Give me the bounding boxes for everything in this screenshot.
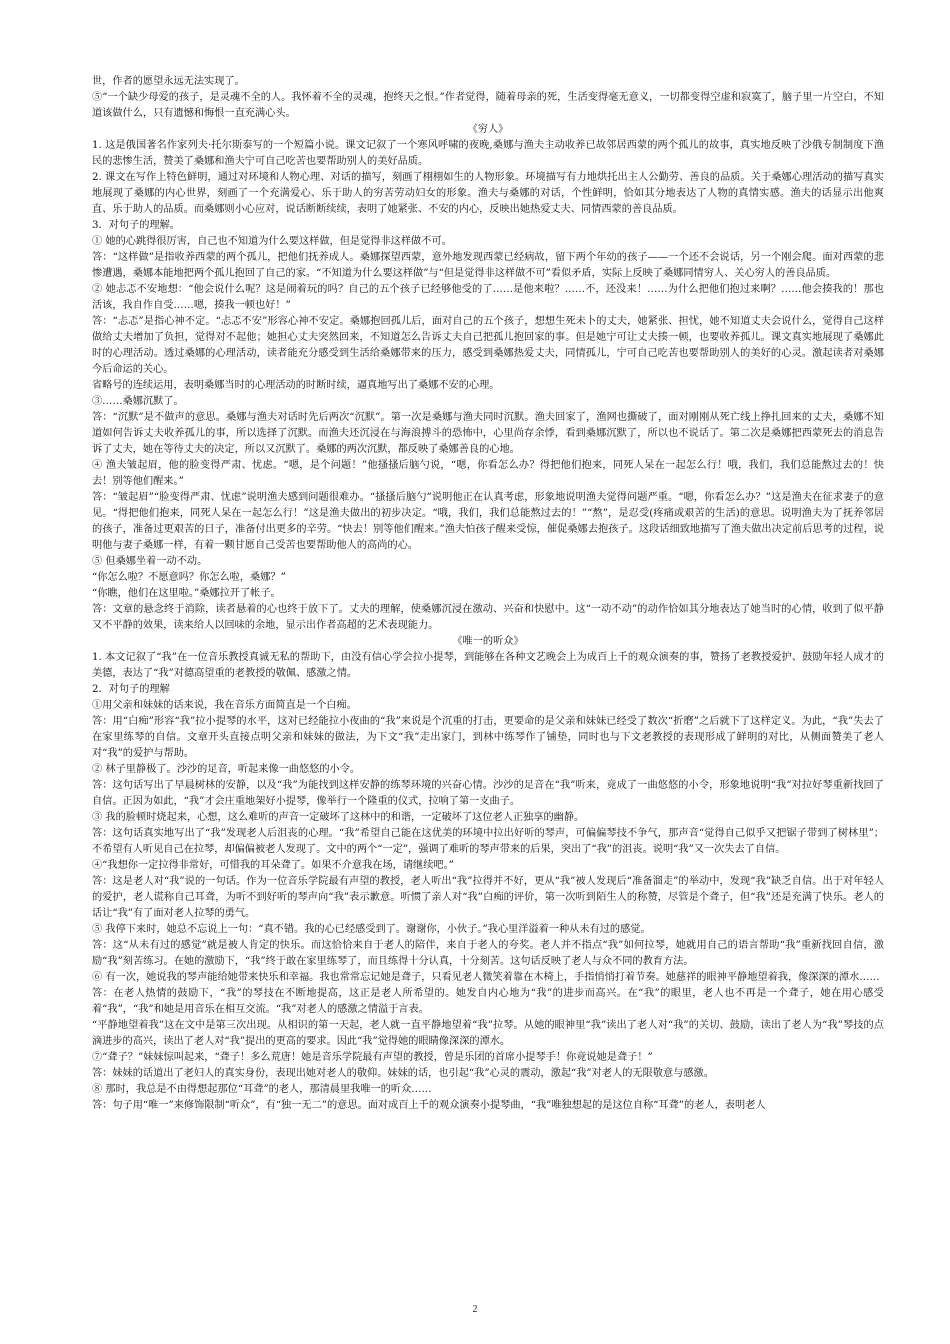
paragraph: ② 她忐忑不安地想：“他会说什么呢？这是闹着玩的吗？自己的五个孩子已经够他受的了……是他来啦？……不，还没来！……为什么把他们抱过来啊？……他会揍我的！那也活该，我自作自受……嗯，揍我一顿也好！” xyxy=(92,284,884,311)
paragraph: 2. 课文在写作上特色鲜明，通过对环境和人物心理、对话的描写，刻画了栩栩如生的人物形象。环境描写有力地烘托出主人公勤劳、善良的品质。关于桑娜心理活动的描写真实地展现了桑娜的内心世界，刻画了一个充满爱心、乐于助人的穷苦劳动妇女的形象。渔夫与桑娜的对话，个性鲜明，恰如其分地表达了人物的真情实感。渔夫的话显示出他爽直、乐于助人的品质。而桑娜则小心应对，说话断断续续，表明了她紧张、不安的内心，反映出她热爱丈夫、同情西蒙的善良品质。 xyxy=(92,172,884,215)
paragraph: 答：文章的悬念终于消除，读者悬着的心也终于放下了。丈夫的理解，使桑娜沉浸在激动、兴奋和快慰中。这“一动不动”的动作恰如其分地表达了她当时的心情，收到了似平静又不平静的效果，读来给人以回味的余地，显示出作者高超的艺术表现能力。 xyxy=(92,604,884,631)
paragraph: 答：这句话真实地写出了“我”发现老人后沮丧的心理。“我”希望自己能在这优美的环境中拉出好听的琴声，可偏偏琴技不争气，那声音“觉得自己似乎又把锯子带到了树林里”；不希望有人听见自己在拉琴，却偏偏被老人发现了。文中的两个“一定”，强调了难听的琴声带来的后果，突出了“我”的沮丧。说明“我”又一次失去了自信。 xyxy=(92,828,884,855)
paragraph: 答：句子用“唯一”来修饰限制“听众”，有“独一无二”的意思。面对成百上千的观众演奏小提琴曲，“我”唯独想起的是这位自称“耳聋”的老人，表明老人 xyxy=(92,1100,766,1111)
paragraph: 答：“沉默”是不做声的意思。桑娜与渔夫对话时先后两次“沉默”。第一次是桑娜与渔夫同时沉默。渔夫回家了，渔网也撕破了，面对刚刚从死亡线上挣扎回来的丈夫，桑娜不知道如何告诉丈夫收养孤儿的事，所以选择了沉默。而渔夫还沉浸在与海浪搏斗的恐怖中，心里尚存余悸，看到桑娜沉默了，所以也不说话了。第二次是桑娜把西蒙死去的消息告诉了丈夫，她在等待丈夫的决定，所以又沉默了。桑娜的两次沉默，都反映了桑娜善良的心地。 xyxy=(92,412,884,455)
document-page xyxy=(92,74,884,1114)
paragraph: 答：“这样做”是指收养西蒙的两个孤儿，把他们抚养成人。桑娜探望西蒙，意外地发现西蒙已经病故，留下两个年幼的孩子——一个还不会说话，另一个刚会爬。面对西蒙的悲惨遭遇，桑娜本能地把两个孤儿抱回了自己的家。“不知道为什么要这样做”与“但是觉得非这样做不可”看似矛盾，实际上反映了桑娜同情穷人、关心穷人的善良品质。 xyxy=(92,252,884,279)
paragraph: ①用父亲和妹妹的话来说，我在音乐方面简直是一个白痴。 xyxy=(92,700,357,711)
paragraph: “你瞧，他们在这里啦。”桑娜拉开了帐子。 xyxy=(92,588,281,599)
paragraph: ③……桑娜沉默了。 xyxy=(92,396,184,407)
paragraph: 1. 本文记叙了“我”在一位音乐教授真诚无私的帮助下，由没有信心学会拉小提琴，到能够在各种文艺晚会上为成百上千的观众演奏的事，赞扬了老教授爱护、鼓励年轻人成才的美德，表达了“我”对德高望重的老教授的敬佩、感激之情。 xyxy=(92,652,884,679)
paragraph: 3．对句子的理解。 xyxy=(92,220,180,231)
section-title: 《唯一的听众》 xyxy=(452,636,524,647)
paragraph: 答：“忐忑”是指心神不定。“忐忑不安”形容心神不安定。桑娜抱回孤儿后，面对自己的五个孩子，想想生死未卜的丈夫，她紧张、担忧，她不知道丈夫会说什么，觉得自己这样做给丈夫增加了负担，觉得对不起他；她担心丈夫突然回来，不知道怎么告诉丈夫自己把孤儿抱回家的事。但是她宁可让丈夫揍一顿，也要收养孤儿。课文真实地展现了桑娜此时的心理活动。透过桑娜的心理活动，读者能充分感受到生活给桑娜带来的压力，感受到桑娜热爱丈夫，同情孤儿，宁可自己吃苦也要帮助别人的美好的心灵。激起读者对桑娜今后命运的关心。 xyxy=(92,316,884,375)
paragraph: ⑤ 但桑娜坐着一动不动。 xyxy=(92,556,208,567)
paragraph: 省略号的连续运用，表明桑娜当时的心理活动的时断时续，逼真地写出了桑娜不安的心理。 xyxy=(92,380,500,391)
paragraph: ⑧ 那时，我总是不由得想起那位“耳聋”的老人，那清晨里我唯一的听众…… xyxy=(92,1084,432,1095)
paragraph: ③ 我的脸顿时烧起来，心想，这么难听的声音一定破坏了这林中的和谐，一定破坏了这位老人正独享的幽静。 xyxy=(92,812,585,823)
paragraph: 世，作者的愿望永远无法实现了。 xyxy=(92,76,245,87)
paragraph: 1. 这是俄国著名作家列夫·托尔斯泰写的一个短篇小说。课文记叙了一个寒风呼啸的夜晚,桑娜与渔夫主动收养已故邻居西蒙的两个孤儿的故事，真实地反映了沙俄专制制度下渔民的悲惨生活，赞美了桑娜和渔夫宁可自己吃苦也要帮助别人的美好品质。 xyxy=(92,140,884,167)
paragraph: 答：“皱起眉”“脸变得严肃、忧虑”说明渔夫感到问题很难办。“搔搔后脑勺”说明他正在认真考虑，形象地说明渔夫觉得问题严重。“嗯，你看怎么办？”这是渔夫在征求妻子的意见。“得把他们抱来，同死人呆在一起怎么行！”这是渔夫做出的初步决定。“哦，我们，我们总能熬过去的！”“熬”，是忍受(疼痛或艰苦的生活)的意思。说明渔夫为了抚养邻居的孩子，准备过更艰苦的日子，准备付出更多的辛劳。“快去！别等他们醒来。”渔夫怕孩子醒来受惊，催促桑娜去抱孩子。这段话细致地描写了渔夫做出决定前后思考的过程，说明他与妻子桑娜一样，有着一颗甘愿自己受苦也要帮助他人的高尚的心。 xyxy=(92,492,884,551)
paragraph: 答：妹妹的话道出了老妇人的真实身份，表现出她对老人的敬仰。妹妹的话，也引起“我”心灵的震动，激起“我”对老人的无限敬意与感激。 xyxy=(92,1068,714,1079)
paragraph: “你怎么啦？不愿意吗？你怎么啦，桑娜？” xyxy=(92,572,286,583)
section-title: 《穷人》 xyxy=(467,124,509,135)
paragraph: ② 林子里静极了。沙沙的足音，听起来像一曲悠悠的小令。 xyxy=(92,764,361,775)
paragraph: ④ 渔夫皱起眉，他的脸变得严肃、忧虑。“嗯，是个问题！”他搔搔后脑勺说，“嗯，你看怎么办？得把他们抱来，同死人呆在一起怎么行！哦，我们，我们总能熬过去的！快去！别等他们醒来。” xyxy=(92,460,884,487)
paragraph: 2．对句子的理解 xyxy=(92,684,170,695)
paragraph: “平静地望着我”这在文中是第三次出现。从相识的第一天起，老人就一直平静地望着“我”拉琴。从她的眼神里“我”读出了老人对“我”的关切、鼓励，读出了老人为“我”琴技的点滴进步的高兴，读出了老人对“我”提出的更高的要求。因此“我”觉得她的眼睛像深深的潭水。 xyxy=(92,1020,884,1047)
paragraph: ⑥ 有一次，她说我的琴声能给她带来快乐和幸福。我也常常忘记她是聋子，只看见老人微笑着靠在木椅上，手指悄悄打着节奏。她慈祥的眼神平静地望着我，像深深的潭水…… xyxy=(92,972,880,983)
paragraph: ① 她的心跳得很厉害，自己也不知道为什么要这样做，但是觉得非这样做不可。 xyxy=(92,236,452,247)
paragraph: 答：用“白痴”形容“我”拉小提琴的水平，这对已经能拉小夜曲的“我”来说是个沉重的打击，更要命的是父亲和妹妹已经受了数次“折磨”之后就下了这样定义。为此，“我”失去了在家里练琴的自信。文章开头直接点明父亲和妹妹的做法，为下文“我”走出家门，到林中练琴作了铺垫，同时也与下文老教授的表现形成了鲜明的对比，从侧面赞美了老人对“我”的爱护与帮助。 xyxy=(92,716,884,759)
paragraph: 答：这“从未有过的感觉”就是被人肯定的快乐。而这恰恰来自于老人的陪伴，来自于老人的夸奖。老人并不指点“我”如何拉琴，她就用自己的语言帮助“我”重新找回自信，激励“我”刻苦练习。在她的激励下，“我”终于敢在家里练琴了，而且练得十分认真，十分刻苦。这句话反映了老人与众不同的教育方法。 xyxy=(92,940,884,967)
paragraph: ⑦“聋子？”妹妹惊叫起来，“聋子！多么荒唐！她是音乐学院最有声望的教授，曾是乐团的首席小提琴手！你竟说她是聋子！” xyxy=(92,1052,653,1063)
paragraph: 答：在老人热情的鼓励下，“我”的琴技在不断地提高，这正是老人所希望的。她发自内心地为“我”的进步而高兴。在“我”的眼里，老人也不再是一个聋子，她在用心感受着“我”，“我”和她是用音乐在相互交流。“我”对老人的感激之情溢于言表。 xyxy=(92,988,884,1015)
paragraph: ④“我想你一定拉得非常好，可惜我的耳朵聋了。如果不介意我在场，请继续吧。” xyxy=(92,860,454,871)
paragraph: ⑤“一个缺少母爱的孩子，是灵魂不全的人。我怀着不全的灵魂，抱终天之恨。”作者觉得，随着母亲的死，生活变得毫无意义，一切都变得空虚和寂寞了，脑子里一片空白，不知道该做什么，只有遗憾和悔恨一直充满心头。 xyxy=(92,92,884,119)
paragraph: 答：这句话写出了早晨树林的安静，以及“我”为能找到这样安静的练琴环境的兴奋心情。沙沙的足音在“我”听来，竟成了一曲悠悠的小令，形象地说明“我”对拉好琴重新找回了自信。正因为如此，“我”才会庄重地架好小提琴，像举行一个隆重的仪式，拉响了第一支曲子。 xyxy=(92,780,884,807)
paragraph: ⑤ 我停下来时，她总不忘说上一句：“真不错。我的心已经感受到了。谢谢你，小伙子。”我心里洋溢着一种从未有过的感觉。 xyxy=(92,924,651,935)
page-number: 2 xyxy=(472,1304,478,1315)
paragraph: 答：这是老人对“我”说的一句话。作为一位音乐学院最有声望的教授，老人听出“我”拉得并不好，更从“我”被人发现后“准备溜走”的举动中，发现“我”缺乏自信。出于对年轻人的爱护，老人谎称自己耳聋，为听不到好听的琴声向“我”表示歉意。听惯了亲人对“我”白痴的评价，第一次听到陌生人的称赞，尽管是个聋子，但“我”还是充满了快乐。老人的话让“我”有了面对老人拉琴的勇气。 xyxy=(92,876,884,919)
